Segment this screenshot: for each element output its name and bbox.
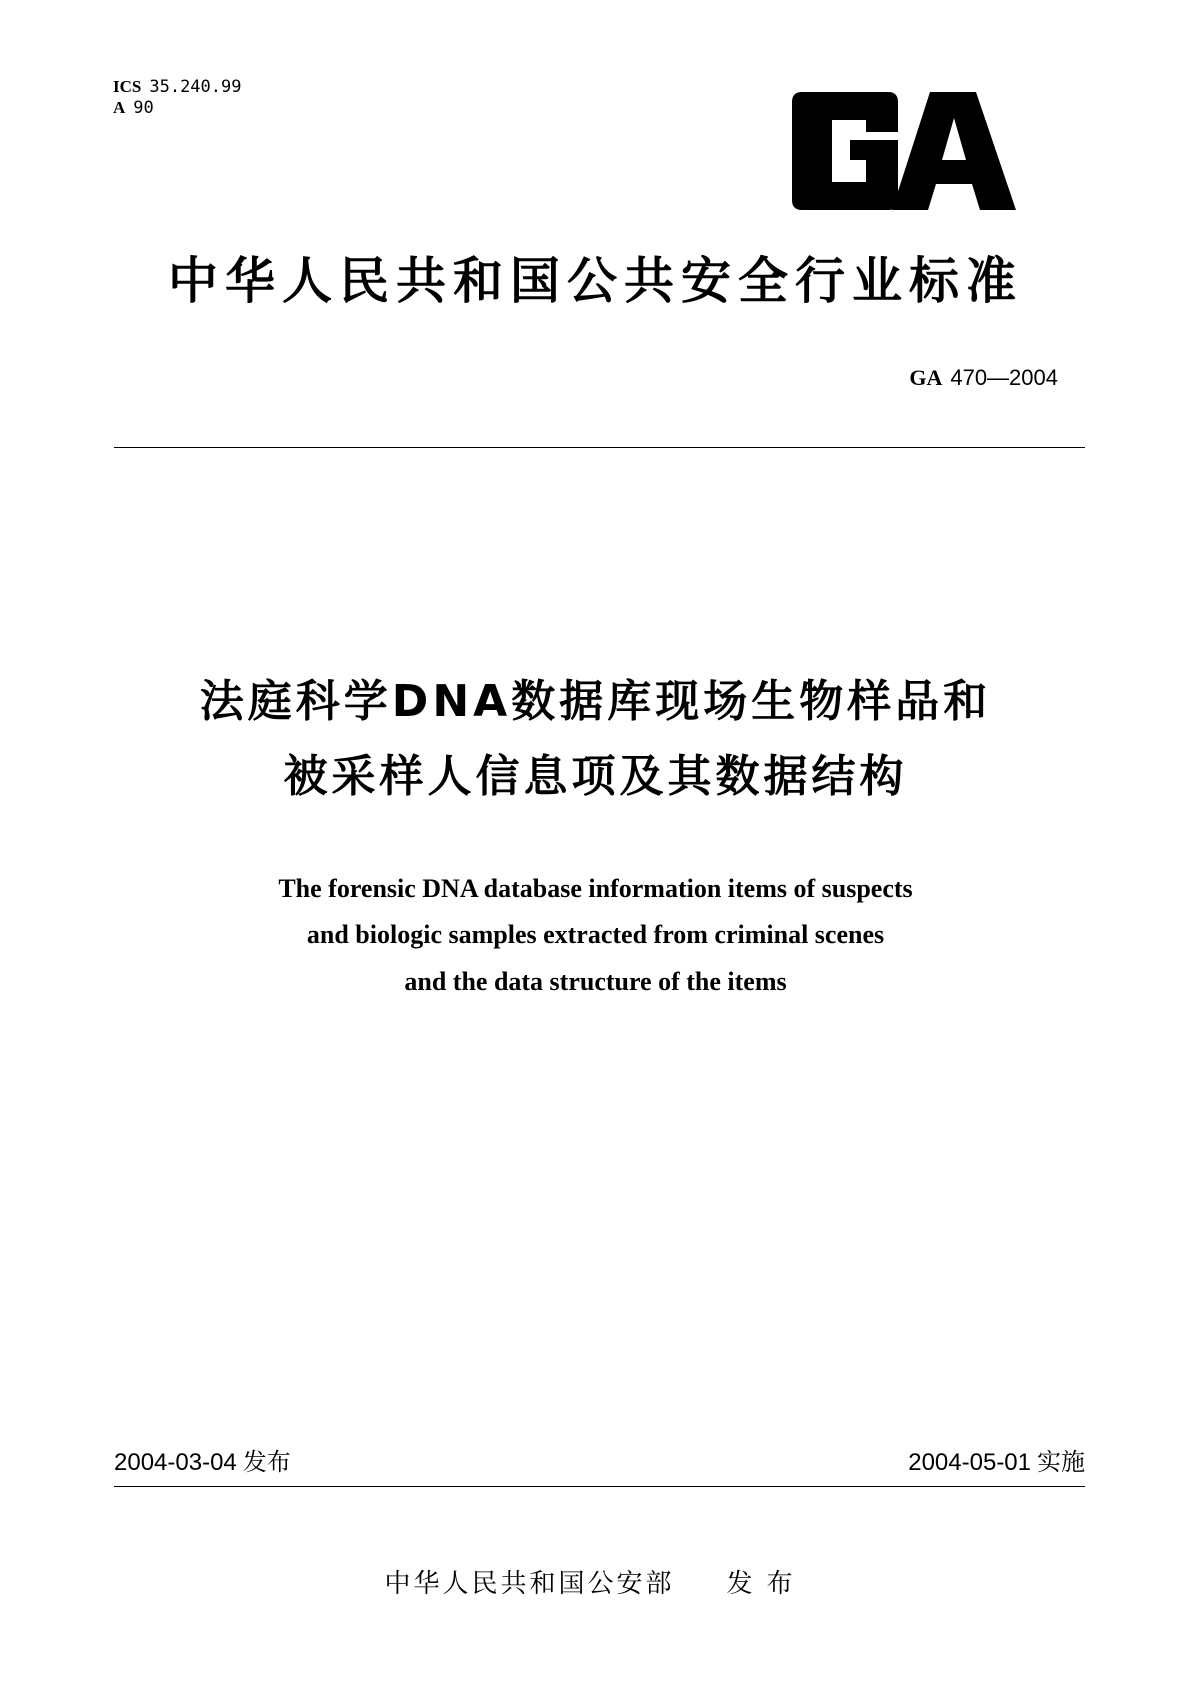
header-divider xyxy=(114,447,1085,448)
implement-word: 实施 xyxy=(1037,1448,1085,1476)
implement-date-value: 2004-05-01 xyxy=(908,1449,1031,1476)
title-en-line-2: and biologic samples extracted from criminal scenes xyxy=(306,920,885,949)
issuer-action: 发布 xyxy=(726,1569,807,1599)
ccs-code xyxy=(113,98,154,118)
title-zh-line-2: 被采样人信息项及其数据结构 xyxy=(283,751,908,802)
standard-code: 470—2004 xyxy=(950,365,1058,390)
ccs-value: 90 xyxy=(133,98,154,118)
issue-word: 发布 xyxy=(242,1448,291,1476)
ics-code xyxy=(113,77,241,97)
ga-logo xyxy=(790,92,1016,210)
ics-label: ICS xyxy=(113,77,142,96)
issue-date xyxy=(114,1447,291,1478)
ics-value: 35.240.99 xyxy=(149,77,242,97)
implement-date xyxy=(908,1447,1085,1478)
title-en-line-1: The forensic DNA database information items of suspects xyxy=(278,874,913,903)
title-zh-line-1: 法庭科学DNA数据库现场生物样品和 xyxy=(199,676,992,727)
standard-category: 中华人民共和国公共安全行业标准 xyxy=(168,252,1023,310)
issuer-name: 中华人民共和国公安部 xyxy=(384,1569,675,1599)
standard-number xyxy=(909,364,1058,393)
footer-divider xyxy=(114,1486,1085,1487)
issuer xyxy=(0,1567,1191,1601)
title-en-line-3: and the data structure of the items xyxy=(404,967,787,996)
issue-date-value: 2004-03-04 xyxy=(114,1449,237,1476)
ccs-label: A xyxy=(113,98,126,117)
standard-prefix: GA xyxy=(909,365,943,390)
